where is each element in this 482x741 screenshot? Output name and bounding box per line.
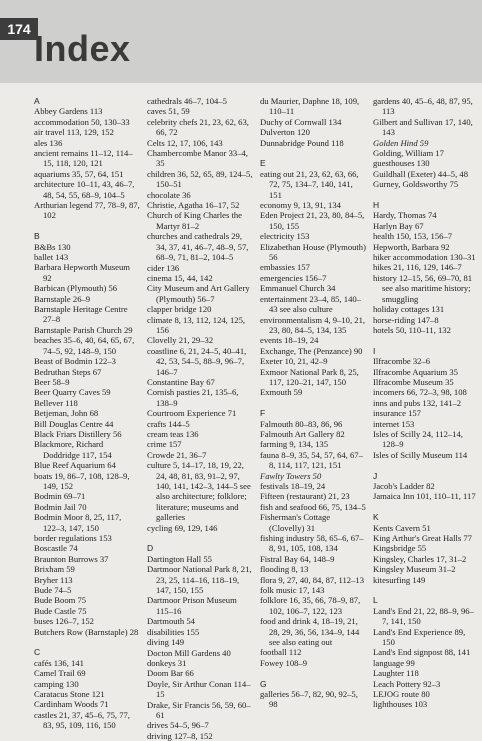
index-entry: Isles of Scilly 24, 112–14, 128–9 bbox=[373, 428, 463, 450]
index-entry: Black Friars Distillery 56 bbox=[34, 428, 122, 439]
index-entry: culture 5, 14–17, 18, 19, 22, 24, 48, 81, 83, 91–2, 97, 140, 141, 142–3, 144–5 see also architecture; folklore; literature; museums and galleries bbox=[147, 460, 251, 523]
index-entry: Beer Quarry Caves 59 bbox=[34, 387, 111, 398]
section-gap bbox=[373, 460, 479, 470]
section-letter: K bbox=[373, 512, 379, 523]
index-entry: disabilities 155 bbox=[147, 626, 200, 637]
index-entry: Constantine Bay 67 bbox=[147, 376, 215, 387]
index-entry: insurance 157 bbox=[373, 408, 421, 419]
index-entry: Isles of Scilly Museum 114 bbox=[373, 449, 468, 460]
index-entry: Doyle, Sir Arthur Conan 114–15 bbox=[147, 678, 251, 700]
index-column-1 bbox=[34, 96, 140, 731]
section-letter: G bbox=[260, 678, 267, 689]
index-entry: Drake, Sir Francis 56, 59, 60–61 bbox=[147, 699, 251, 720]
index-entry: Butchers Row (Barnstaple) 28 bbox=[34, 626, 139, 637]
index-entry: Harlyn Bay 67 bbox=[373, 220, 424, 231]
index-entry: Dartmoor Prison Museum 115–16 bbox=[147, 595, 237, 616]
index-entry: Leach Pottery 92–3 bbox=[373, 678, 441, 689]
index-entry: Chambercombe Manor 33–4, 35 bbox=[147, 148, 248, 169]
index-entry: Ilfracombe 32–6 bbox=[373, 356, 431, 367]
section-letter: D bbox=[147, 543, 154, 554]
index-entry: Hardy, Thomas 74 bbox=[373, 210, 437, 221]
index-entry: climate 8, 13, 112, 124, 125, 156 bbox=[147, 314, 246, 335]
index-entry: language 99 bbox=[373, 657, 415, 668]
index-entry: drives 54–5, 96–7 bbox=[147, 720, 209, 731]
index-entry: Boscastle 74 bbox=[34, 543, 78, 554]
index-entry: Bodmin Moor 8, 25, 117, 122–3, 147, 150 bbox=[34, 512, 122, 533]
index-entry: incomers 66, 72–3, 98, 108 bbox=[373, 387, 467, 398]
index-entry: kitesurfing 149 bbox=[373, 574, 426, 585]
index-entry: castles 21, 37, 45–6, 75, 77, 83, 95, 109, 116, 150 bbox=[34, 709, 130, 731]
index-entry: Fistral Bay 64, 148–9 bbox=[260, 553, 335, 564]
index-entry: donkeys 31 bbox=[147, 657, 187, 668]
index-entry: Cornish pasties 21, 135–6, 138–9 bbox=[147, 387, 239, 408]
index-entry: Dulverton 120 bbox=[260, 127, 310, 138]
index-entry: health 150, 153, 156–7 bbox=[373, 231, 453, 242]
index-entry: B&Bs 130 bbox=[34, 241, 71, 252]
index-entry: eating out 21, 23, 62, 63, 66, 72, 75, 134–7, 140, 141, 151 bbox=[260, 168, 359, 200]
index-entry: Bodmin Jail 70 bbox=[34, 501, 87, 512]
index-entry: du Maurier, Daphne 18, 109, 110–11 bbox=[260, 96, 360, 117]
index-entry: cathedrals 46–7, 104–5 bbox=[147, 96, 227, 106]
index-entry: architecture 10–11, 43, 46–7, 48, 54, 55, 68–9, 104–5 bbox=[34, 179, 135, 200]
index-entry: accommodation 50, 130–33 bbox=[34, 116, 130, 127]
index-entry: Fisherman's Cottage (Clovelly) 31 bbox=[260, 512, 331, 533]
index-entry: Exchange, The (Penzance) 90 bbox=[260, 345, 363, 356]
index-entry: Eden Project 21, 23, 80, 84–5, 150, 155 bbox=[260, 210, 365, 231]
index-entry: Exmoor National Park 8, 25, 117, 120–21, 147, 150 bbox=[260, 366, 359, 387]
index-entry: beaches 35–6, 40, 64, 65, 67, 74–5, 92, 148–9, 150 bbox=[34, 335, 135, 356]
index-entry: aquariums 35, 57, 64, 151 bbox=[34, 168, 124, 179]
index-entry: Christie, Agatha 16–17, 52 bbox=[147, 200, 240, 211]
index-entry: Caratacus Stone 121 bbox=[34, 689, 105, 700]
index-entry: fish and seafood 66, 75, 134–5 bbox=[260, 501, 366, 512]
index-column-3 bbox=[260, 96, 366, 710]
index-entry: Gilbert and Sullivan 17, 140, 143 bbox=[373, 116, 473, 138]
index-entry: driving 127–8, 152 bbox=[147, 730, 213, 741]
index-entry: Gurney, Goldsworthy 75 bbox=[373, 179, 459, 190]
index-entry: gardens 40, 45–6, 48, 87, 95, 113 bbox=[373, 96, 473, 117]
index-entry: Church of King Charles the Martyr 81–2 bbox=[147, 210, 242, 231]
section-letter: I bbox=[373, 345, 376, 356]
index-entry: Blackmore, Richard Doddridge 117, 154 bbox=[34, 439, 112, 460]
section-letter: F bbox=[260, 408, 266, 419]
index-entry: Celts 12, 17, 106, 143 bbox=[147, 137, 223, 148]
index-entry: electricity 153 bbox=[260, 231, 310, 242]
index-entry: hotels 50, 110–11, 132 bbox=[373, 324, 451, 335]
index-entry: Duchy of Cornwall 134 bbox=[260, 116, 342, 127]
index-entry: Cardinham Woods 71 bbox=[34, 699, 109, 710]
index-entry: economy 9, 13, 91, 134 bbox=[260, 200, 341, 211]
index-entry: Brixham 59 bbox=[34, 564, 75, 575]
index-entry: Land's End Experience 89, 150 bbox=[373, 626, 466, 647]
index-column-2 bbox=[147, 96, 253, 741]
index-entry: Beer 58–9 bbox=[34, 376, 70, 387]
index-entry: Abbey Gardens 113 bbox=[34, 106, 103, 117]
section-gap bbox=[260, 398, 366, 408]
index-entry: children 36, 52, 65, 89, 124–5, 150–51 bbox=[147, 168, 253, 190]
index-entry: food and drink 4, 18–19, 21, 28, 29, 36, 56, 134–9, 144 see also eating out bbox=[260, 616, 360, 648]
index-entry: guesthouses 130 bbox=[373, 158, 430, 169]
index-entry: camping 130 bbox=[34, 678, 79, 689]
index-entry: Elizabethan House (Plymouth) 56 bbox=[260, 241, 366, 263]
index-entry: festivals 18–19, 24 bbox=[260, 480, 326, 491]
index-entry: Bill Douglas Centre 44 bbox=[34, 418, 114, 429]
section-gap bbox=[373, 190, 479, 200]
index-entry: ales 136 bbox=[34, 137, 63, 148]
index-entry: football 112 bbox=[260, 647, 302, 658]
index-entry: hiker accommodation 130–31 bbox=[373, 252, 476, 263]
index-entry: Dartmouth 54 bbox=[147, 616, 195, 627]
index-entry: Braunton Burrows 37 bbox=[34, 553, 109, 564]
index-entry: entertainment 23–4, 85, 140–43 see also culture bbox=[260, 293, 361, 315]
index-entry: Ilfracombe Aquarium 35 bbox=[373, 366, 458, 377]
index-entry: air travel 113, 129, 152 bbox=[34, 127, 114, 138]
index-entry: Golding, William 17 bbox=[373, 148, 444, 159]
section-gap bbox=[373, 502, 479, 512]
page-title: Index bbox=[34, 28, 131, 69]
index-entry: Bodmin 69–71 bbox=[34, 491, 86, 502]
index-entry: Doom Bar 66 bbox=[147, 668, 194, 679]
index-entry: holiday cottages 131 bbox=[373, 304, 445, 315]
index-entry: Land's End 21, 22, 88–9, 96–7, 141, 150 bbox=[373, 605, 474, 627]
index-entry: border regulations 153 bbox=[34, 533, 112, 544]
index-entry: Clovelly 21, 29–32 bbox=[147, 335, 214, 346]
index-entry: buses 126–7, 152 bbox=[34, 616, 94, 627]
index-entry: Barnstaple 26–9 bbox=[34, 293, 91, 304]
index-entry: King Arthur's Great Halls 77 bbox=[373, 532, 472, 543]
index-entry: Barbara Hepworth Museum 92 bbox=[34, 262, 130, 283]
section-gap bbox=[147, 533, 253, 543]
index-entry: Crowde 21, 36–7 bbox=[147, 449, 207, 460]
section-gap bbox=[373, 585, 479, 595]
index-entry: history 12–15, 56, 69–70, 81 see also maritime history; smuggling bbox=[373, 272, 473, 304]
section-gap bbox=[260, 148, 366, 158]
index-entry: Dunnabridge Pound 118 bbox=[260, 137, 344, 148]
index-entry: crafts 144–5 bbox=[147, 418, 190, 429]
section-gap bbox=[260, 668, 366, 678]
section-letter: B bbox=[34, 231, 40, 242]
index-column-4 bbox=[373, 96, 479, 710]
index-entry: Exeter 10, 21, 42–9 bbox=[260, 356, 328, 367]
index-entry: Falmouth 80–83, 86, 96 bbox=[260, 418, 343, 429]
index-entry: Docton Mill Gardens 40 bbox=[147, 647, 231, 658]
index-entry: cream teas 136 bbox=[147, 429, 199, 439]
index-entry: Arthurian legend 77, 78–9, 87, 102 bbox=[34, 200, 140, 221]
index-entry: Barbican (Plymouth) 56 bbox=[34, 283, 118, 294]
section-letter: L bbox=[373, 595, 378, 606]
section-gap bbox=[34, 637, 140, 647]
index-entry: Guildhall (Exeter) 44–5, 48 bbox=[373, 168, 468, 179]
index-entry: Bedruthan Steps 67 bbox=[34, 366, 102, 377]
index-entry: Betjeman, John 68 bbox=[34, 408, 99, 419]
index-entry: cafés 136, 141 bbox=[34, 657, 84, 668]
index-entry: caves 51, 59 bbox=[147, 106, 190, 117]
section-letter: E bbox=[260, 158, 266, 169]
index-entry: Jacob's Ladder 82 bbox=[373, 480, 435, 491]
index-entry: horse-riding 147–8 bbox=[373, 314, 439, 325]
index-entry: Beast of Bodmin 122–3 bbox=[34, 356, 116, 367]
index-entry: embassies 157 bbox=[260, 262, 310, 273]
index-entry: Exmouth 59 bbox=[260, 387, 303, 398]
index-entry: diving 149 bbox=[147, 637, 185, 648]
index-entry: Bude Castle 75 bbox=[34, 605, 87, 616]
index-entry: clapper bridge 120 bbox=[147, 304, 212, 315]
index-entry: churches and cathedrals 29, 34, 37, 41, 46–7, 48–9, 57, 68–9, 71, 81–2, 104–5 bbox=[147, 231, 249, 263]
index-entry: internet 153 bbox=[373, 418, 415, 429]
index-entry: cycling 69, 129, 146 bbox=[147, 522, 218, 533]
index-entry: boats 19, 86–7, 108, 128–9, 149, 152 bbox=[34, 470, 130, 491]
index-entry: inns and pubs 132, 141–2 bbox=[373, 397, 462, 408]
index-entry: Kingsley, Charles 17, 31–2 bbox=[373, 553, 467, 564]
index-entry: Blue Reef Aquarium 64 bbox=[34, 460, 116, 471]
index-entry: fauna 8–9, 35, 54, 57, 64, 67–8, 114, 117, 121, 151 bbox=[260, 449, 363, 471]
index-entry: flooding 8, 13 bbox=[260, 564, 309, 575]
index-entry: Falmouth Art Gallery 82 bbox=[260, 428, 345, 439]
index-entry: emergencies 156–7 bbox=[260, 272, 327, 283]
index-entry: Kingsley Museum 31–2 bbox=[373, 564, 456, 575]
index-entry: Barnstaple Parish Church 29 bbox=[34, 324, 133, 335]
index-entry: fishing industry 58, 65–6, 67–8, 91, 105, 108, 134 bbox=[260, 533, 364, 554]
index-entry: Fifteen (restaurant) 21, 23 bbox=[260, 491, 350, 502]
index-entry: Fowey 108–9 bbox=[260, 657, 308, 668]
index-entry: Fawlty Towers 50 bbox=[260, 470, 322, 481]
index-entry: Barnstaple Heritage Centre 27–8 bbox=[34, 304, 128, 325]
index-entry: flora 9, 27, 40, 84, 87, 112–13 bbox=[260, 574, 364, 585]
index-entry: folk music 17, 143 bbox=[260, 585, 325, 596]
index-entry: LEJOG route 80 bbox=[373, 689, 430, 699]
index-entry: cinema 15, 44, 142 bbox=[147, 272, 213, 283]
index-entry: Ilfracombe Museum 35 bbox=[373, 376, 454, 387]
index-entry: Dartington Hall 55 bbox=[147, 553, 212, 564]
index-entry: Courtroom Experience 71 bbox=[147, 408, 237, 419]
index-entry: coastline 6, 21, 24–5, 40–41, 42, 53, 54–5, 88–9, 96–7, 146–7 bbox=[147, 345, 247, 377]
index-entry: Land's End signpost 88, 141 bbox=[373, 647, 471, 658]
section-gap bbox=[373, 335, 479, 345]
index-entry: Bryher 113 bbox=[34, 574, 73, 585]
index-entry: environmentalism 4, 9–10, 21, 23, 80, 84–5, 134, 135 bbox=[260, 314, 366, 335]
index-entry: celebrity chefs 21, 23, 62, 63, 66, 72 bbox=[147, 116, 249, 138]
index-entry: Bude 74–5 bbox=[34, 585, 72, 596]
index-entry: Golden Hind 59 bbox=[373, 137, 429, 148]
index-entry: cider 136 bbox=[147, 262, 180, 273]
index-entry: ancient remains 11–12, 114–15, 118, 120, 121 bbox=[34, 148, 133, 169]
index-entry: Bellever 118 bbox=[34, 397, 78, 408]
index-entry: Jamaica Inn 101, 110–11, 117 bbox=[373, 491, 476, 502]
index-entry: galleries 56–7, 82, 90, 92–5, 98 bbox=[260, 689, 358, 710]
section-letter: A bbox=[34, 96, 40, 106]
page-number: 174 bbox=[0, 18, 38, 40]
index-entry: Kingsbridge 55 bbox=[373, 543, 427, 554]
index-entry: ballet 143 bbox=[34, 252, 69, 263]
index-entry: chocolate 36 bbox=[147, 189, 191, 200]
index-entry: crime 157 bbox=[147, 439, 182, 450]
index-entry: hikes 21, 116, 129, 146–7 bbox=[373, 262, 462, 273]
section-gap bbox=[34, 221, 140, 231]
index-entry: Hepworth, Barbara 92 bbox=[373, 241, 450, 252]
index-entry: Emmanuel Church 34 bbox=[260, 283, 336, 294]
index-entry: Laughter 118 bbox=[373, 668, 419, 679]
section-letter: C bbox=[34, 647, 41, 658]
index-entry: farming 9, 134, 135 bbox=[260, 439, 329, 450]
index-entry: folklore 16, 35, 66, 78–9, 87, 102, 106–7, 122, 123 bbox=[260, 595, 361, 616]
index-entry: events 18–19, 24 bbox=[260, 335, 319, 346]
index-entry: Kents Cavern 51 bbox=[373, 522, 431, 533]
index-entry: City Museum and Art Gallery (Plymouth) 56–7 bbox=[147, 283, 250, 304]
section-letter: H bbox=[373, 200, 380, 211]
index-entry: Dartmoor National Park 8, 21, 23, 25, 114–16, 118–19, 147, 150, 155 bbox=[147, 564, 252, 596]
index-entry: Bude Boom 75 bbox=[34, 595, 87, 606]
section-letter: J bbox=[373, 470, 378, 481]
index-entry: lighthouses 103 bbox=[373, 699, 428, 710]
index-entry: Camel Trail 69 bbox=[34, 668, 86, 679]
